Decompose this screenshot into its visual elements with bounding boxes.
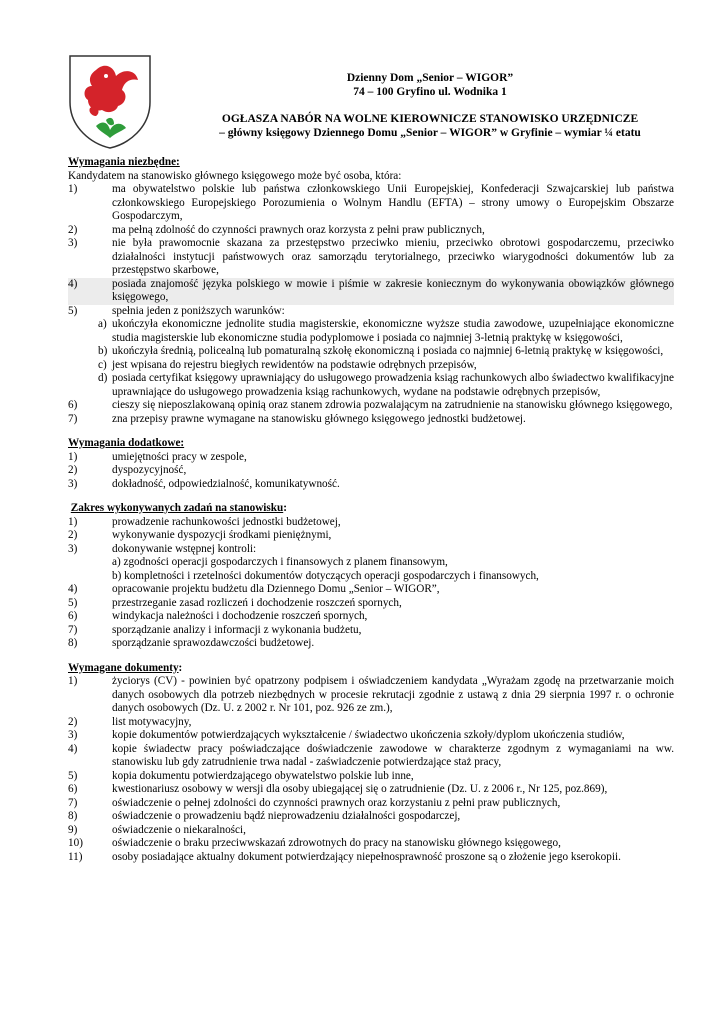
item-number: 5): [68, 304, 78, 317]
item-number: 10): [68, 837, 83, 849]
list-item: [68, 675, 674, 716]
document-body: [68, 156, 674, 875]
section-title-text: Zakres wykonywanych zadań na stanowisku: [70, 502, 284, 514]
sub-item-letter: a): [98, 318, 107, 330]
item-text: oświadczenie o niekaralności,: [112, 823, 246, 836]
list-item: [68, 824, 674, 838]
header-line-1: Dzienny Dom „Senior – WIGOR”: [346, 72, 514, 84]
header-line-2: 74 – 100 Gryfino ul. Wodnika 1: [353, 85, 507, 98]
item-number: 6): [68, 399, 78, 411]
item-text: dokładność, odpowiedzialność, komunikatywność.: [112, 477, 340, 490]
item-number: 1): [68, 450, 78, 463]
list-item: [68, 451, 674, 465]
item-number: 2): [68, 223, 78, 236]
item-text: zna przepisy prawne wymagane na stanowisku głównego księgowego jednostki budżetowej.: [112, 412, 526, 425]
section-documents: [68, 662, 674, 865]
list-item: [68, 810, 674, 824]
list-item: [68, 783, 674, 797]
list-item: [68, 399, 674, 413]
section-title-colon: :: [178, 661, 183, 674]
sub-item-text: posiada certyfikat księgowy uprawniający do usługowego prowadzenia ksiąg rachunkowych albo świadectwo kwalifikacyjne uprawniające do usługowego prowadzenia ksiąg rachunkowych, wydane na podstawie odrębnych przepisów,: [112, 372, 674, 398]
item-text: posiada znajomość języka polskiego w mowie i piśmie w zakresie koniecznym do wykonywania obowiązków głównego księgowego,: [112, 277, 674, 303]
item-number: 4): [68, 742, 78, 755]
item-number: 7): [68, 623, 78, 636]
item-text: oświadczenie o prowadzeniu bądź nieprowadzeniu działalności gospodarczej,: [112, 810, 461, 822]
list-item: [68, 464, 674, 478]
list-item: [68, 624, 674, 638]
list-item: [68, 729, 674, 743]
sub-item-letter: c): [98, 358, 107, 371]
section-tasks: [68, 502, 674, 651]
sub-item-text: ukończyła średnią, policealną lub pomaturalną szkołę ekonomiczną i posiada co najmniej 6-letnią praktykę w księgowości,: [112, 345, 664, 357]
list-item: [68, 224, 674, 238]
list-item: [68, 543, 674, 557]
item-text: sporządzanie sprawozdawczości budżetowej.: [112, 637, 315, 649]
section-title: Wymagania dodatkowe:: [68, 437, 185, 449]
sub-item: [68, 318, 674, 345]
list-item: [68, 278, 674, 305]
item-text: oświadczenie o pełnej zdolności do czynności prawnych oraz korzystaniu z pełni praw publicznych,: [112, 796, 561, 809]
item-text: cieszy się nieposzlakowaną opinią oraz stanem zdrowia pozwalającym na zatrudnienie na stanowisku głównego księgowego,: [112, 399, 673, 411]
list-item: [68, 529, 674, 543]
list-item: [68, 583, 674, 597]
sub-item-text: jest wpisana do rejestru biegłych rewidentów na podstawie odrębnych przepisów,: [112, 358, 477, 371]
item-number: 2): [68, 529, 78, 541]
sub-item-letter: b): [98, 345, 108, 357]
section-intro: Kandydatem na stanowisko głównego księgowego może być osoba, która:: [68, 169, 402, 182]
item-number: 6): [68, 610, 78, 622]
item-text: kopia dokumentu potwierdzającego obywatelstwo polskie lub inne,: [112, 769, 414, 782]
item-text: list motywacyjny,: [112, 715, 192, 728]
section-title-colon: :: [283, 502, 287, 514]
section-title: [68, 502, 674, 516]
item-text: dyspozycyjność,: [112, 464, 187, 476]
list-item: [68, 770, 674, 784]
item-text: kopie dokumentów potwierdzających wykształcenie / świadectwo ukończenia szkoły/dyplom ukończenia studiów,: [112, 729, 625, 741]
list-item: [68, 305, 674, 319]
header-line-4: – główny księgowy Dziennego Domu „Senior – WIGOR” w Gryfinie – wymiar ¼ etatu: [219, 126, 641, 139]
list-item: [68, 413, 674, 427]
sub-item: [68, 359, 674, 373]
list-item: [68, 716, 674, 730]
list-item: [68, 610, 674, 624]
item-text: umiejętności pracy w zespole,: [112, 450, 247, 463]
section-required: [68, 156, 674, 426]
item-text: nie była prawomocnie skazana za przestępstwo przeciwko mieniu, przeciwko obrotowi gospodarczemu, przeciwko działalności instytucji państwowych oraz samorządu terytorialnego, przeciwko wiarygodności dokumentów lub za przestępstwo skarbowe,: [112, 237, 674, 276]
item-number: 7): [68, 412, 78, 425]
item-number: 5): [68, 596, 78, 609]
item-number: 1): [68, 515, 78, 528]
sub-item-letter: d): [98, 372, 108, 384]
item-text: wykonywanie dyspozycji środkami pieniężnymi,: [112, 529, 332, 541]
list-item: [68, 743, 674, 770]
item-text: dokonywanie wstępnej kontroli:: [112, 542, 257, 555]
item-number: 2): [68, 715, 78, 728]
item-number: 3): [68, 729, 78, 741]
coat-of-arms-icon: [66, 50, 154, 150]
item-text: prowadzenie rachunkowości jednostki budżetowej,: [112, 515, 341, 528]
sub-item: [68, 345, 674, 359]
list-item: [68, 851, 674, 865]
item-number: 4): [68, 277, 78, 290]
list-item: [68, 797, 674, 811]
sub-item: a) zgodności operacji gospodarczych i finansowych z planem finansowym,: [112, 556, 448, 568]
section-additional: [68, 437, 674, 491]
list-item: [68, 637, 674, 651]
item-number: 4): [68, 583, 78, 595]
item-number: 8): [68, 637, 78, 649]
document-header: [160, 72, 700, 140]
section-title: [68, 662, 674, 676]
item-text: spełnia jeden z poniższych warunków:: [112, 304, 285, 317]
item-number: 7): [68, 796, 78, 809]
item-number: 9): [68, 823, 78, 836]
section-title: Wymagania niezbędne:: [68, 156, 180, 168]
list-item: [68, 478, 674, 492]
sub-item: b) kompletności i rzetelności dokumentów dotyczących operacji gospodarczych i finansowych,: [112, 569, 539, 582]
item-text: przestrzeganie zasad rozliczeń i dochodzenie roszczeń spornych,: [112, 596, 402, 609]
sub-item-text: ukończyła ekonomiczne jednolite studia magisterskie, ekonomiczne wyższe studia zawodowe, uzupełniające ekonomiczne studia magisterskie lub ekonomiczne studia podyplomowe i posiada co najmniej 3-letnią praktykę w księgowości,: [112, 318, 674, 344]
item-number: 5): [68, 769, 78, 782]
item-text: opracowanie projektu budżetu dla Dziennego Domu „Senior – WIGOR”,: [112, 583, 440, 595]
item-number: 1): [68, 183, 78, 195]
list-item: [68, 837, 674, 851]
item-number: 3): [68, 237, 78, 249]
list-item: [68, 237, 674, 278]
item-text: osoby posiadające aktualny dokument potwierdzający niepełnosprawność proszone są o złożenie jego kserokopii.: [112, 850, 621, 863]
section-title-text: Wymagane dokumenty: [68, 661, 179, 674]
item-text: kwestionariusz osobowy w wersji dla osoby ubiegającej się o zatrudnienie (Dz. U. z 2006 r., Nr 125, poz.869),: [112, 783, 608, 795]
item-number: 2): [68, 464, 78, 476]
item-text: windykacja należności i dochodzenie roszczeń spornych,: [112, 610, 368, 622]
item-number: 1): [68, 675, 78, 687]
item-text: ma obywatelstwo polskie lub państwa członkowskiego Unii Europejskiej, Konfederacji Szwajcarskiej lub państwa członkowskiego Europejskiego Porozumienia o Wolnym Handlu (EFTA) – strony umowy o Europejskim Obszarze Gospodarczym,: [112, 183, 674, 222]
item-text: życiorys (CV) - powinien być opatrzony podpisem i oświadczeniem kandydata „Wyrażam zgodę na przetwarzanie moich danych osobowych dla potrzeb niezbędnych w procesie rekrutacji zgodnie z ustawą z dnia 29 sierpnia 1997 r. o ochronie danych osobowych (Dz. U. z 2002 r. Nr 101, poz. 926 ze zm.),: [112, 675, 674, 714]
item-text: ma pełną zdolność do czynności prawnych oraz korzysta z pełni praw publicznych,: [112, 223, 485, 236]
sub-item: [68, 372, 674, 399]
item-text: kopie świadectw pracy poświadczające doświadczenie zawodowe w charakterze zgodnym z wymaganiami na ww. stanowisku lub gdy zatrudnienie trwa nadal - zaświadczenie potwierdzające staż pracy,: [112, 742, 674, 768]
list-item: [68, 516, 674, 530]
list-item: [68, 597, 674, 611]
item-number: 11): [68, 850, 83, 863]
item-number: 3): [68, 477, 78, 490]
list-item: [68, 183, 674, 224]
item-number: 6): [68, 783, 78, 795]
item-text: sporządzanie analizy i informacji z wykonania budżetu,: [112, 623, 362, 636]
header-line-3: OGŁASZA NABÓR NA WOLNE KIEROWNICZE STANOWISKO URZĘDNICZE: [221, 113, 639, 125]
item-number: 8): [68, 810, 78, 822]
item-text: oświadczenie o braku przeciwwskazań zdrowotnych do pracy na stanowisku głównego księgowego,: [112, 837, 561, 849]
item-number: 3): [68, 542, 78, 555]
